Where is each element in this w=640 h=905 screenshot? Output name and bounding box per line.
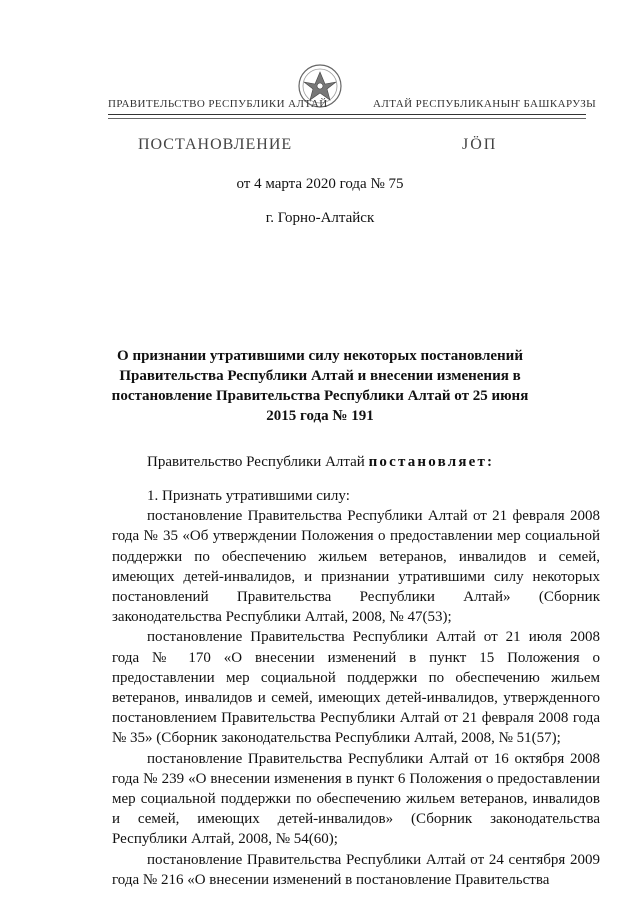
preamble-verb: постановляет: (368, 454, 495, 470)
list-item: постановление Правительства Республики Алтай от 24 сентября 2009 года № 216 «О внесении изменений в постановление Правительства (112, 851, 600, 888)
doc-date: от 4 марта 2020 года № 75 (236, 176, 404, 192)
org-name-ru: ПРАВИТЕЛЬСТВО РЕСПУБЛИКИ АЛТАЙ (108, 98, 328, 110)
list-item: 1. Признать утратившими силу: (147, 488, 350, 504)
doc-type-ru: ПОСТАНОВЛЕНИЕ (138, 136, 293, 153)
list-item: постановление Правительства Республики Алтай от 21 февраля 2008 года № 35 «Об утверждении Положения о предоставлении мер социальной поддержки по обеспечению жильем ветеранов, инвалидов и семей, имеющих детей-инвалидов, и признании утратившими силу некоторых постановлений Правительства Республики Алтай» (Сборник законодательства Республики Алтай, 2008, № 47(53); (112, 508, 600, 626)
doc-title: О признании утратившими силу некоторых постановлений Правительства Республики Алтай и внесении изменения в постановление Правительства Республики Алтай от 25 июня 2015 года № 191 (111, 348, 529, 424)
header-divider (108, 114, 586, 115)
list-item: постановление Правительства Республики Алтай от 16 октября 2008 года № 239 «О внесении изменения в пункт 6 Положения о предоставлении мер социальной поддержки по обеспечению жильем ветеранов, инвалидов и семей, имеющих детей-инвалидов» (Сборник законодательства Республики Алтай, 2008, № 54(60); (112, 750, 600, 848)
list-item: постановление Правительства Республики Алтай от 21 июля 2008 года № 170 «О внесении изменений в пункт 15 Положения о предоставлении мер социальной поддержки по обеспечению жильем ветеранов, инвалидов и семей, имеющих детей-инвалидов, утвержденного постановлением Правительства Республики Алтай от 21 февраля 2008 года № 35» (Сборник законодательства Республики Алтай, 2008, № 51(57); (112, 629, 600, 747)
preamble-subject: Правительство Республики Алтай (147, 454, 365, 470)
doc-city: г. Горно-Алтайск (265, 210, 375, 226)
org-name-alt: АЛТАЙ РЕСПУБЛИКАНЫҤ БАШКАРУЗЫ (373, 98, 597, 110)
header-divider-thin (108, 118, 586, 119)
doc-type-alt: ЈӦП (462, 136, 498, 153)
items-list (112, 486, 600, 890)
preamble (112, 452, 600, 472)
